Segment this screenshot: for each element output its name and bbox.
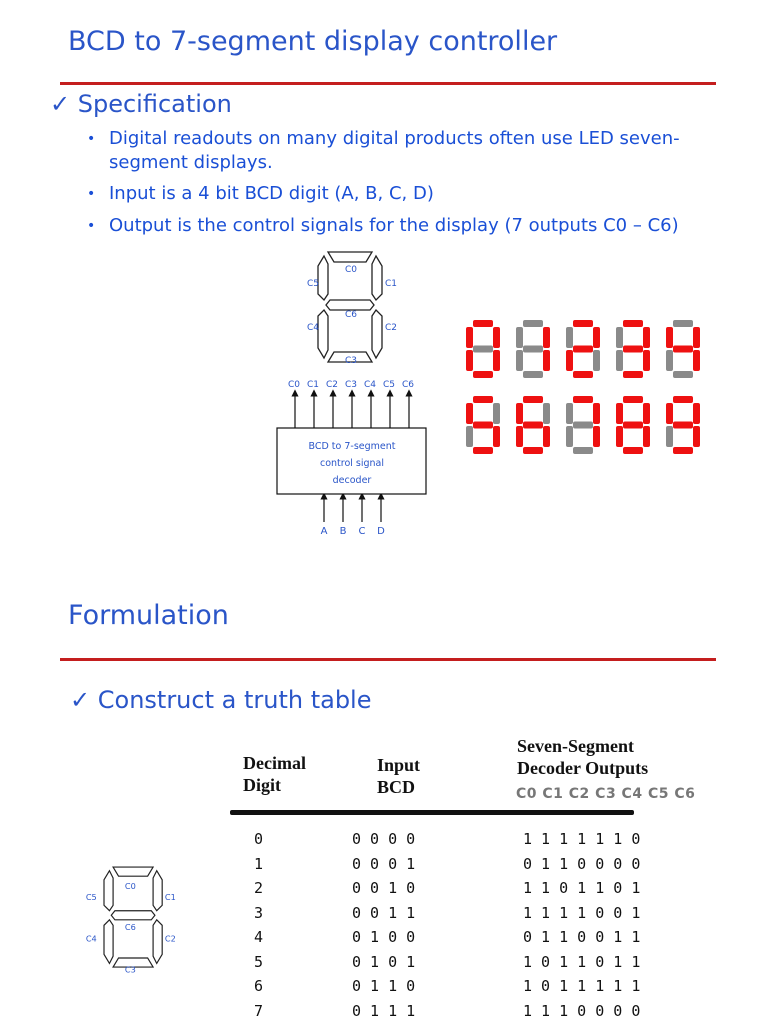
digit-0-segment-c3 <box>473 371 493 378</box>
digit-3-segment-c6 <box>623 346 643 353</box>
digit-7-segment-c3 <box>573 447 593 454</box>
segment-c2 <box>153 920 162 964</box>
bullet-3 <box>87 214 759 238</box>
out-label-c1: C1 <box>307 380 320 390</box>
table-cell-outputs: 1 1 1 0 0 0 0 <box>523 1001 641 1020</box>
segment-c0 <box>113 867 153 876</box>
header-input-line1: Input <box>377 755 421 775</box>
digit-6-segment-c0 <box>523 396 543 403</box>
digit-9-segment-c5 <box>666 403 673 424</box>
slide1-title-rule <box>60 82 716 85</box>
header-decimal-line2: Digit <box>243 775 281 795</box>
digit-3-segment-c3 <box>623 371 643 378</box>
digit-1-segment-c1 <box>543 327 550 348</box>
segment-c6 <box>111 911 155 920</box>
table-cell-digit: 0 <box>254 830 264 848</box>
table-cell-bcd: 0 1 0 1 <box>352 952 416 971</box>
seg-label-c3: C3 <box>124 964 136 975</box>
digit-3-segment-c4 <box>616 350 623 371</box>
digit-4-segment-c4 <box>666 350 673 371</box>
digit-9-segment-c6 <box>673 422 693 429</box>
slide2-title: Formulation <box>68 600 229 631</box>
digit-8-segment-c6 <box>623 422 643 429</box>
digit-6-segment-c5 <box>516 403 523 424</box>
segment-c5 <box>104 871 113 911</box>
digit-7-segment-c2 <box>593 426 600 447</box>
table-cell-bcd: 0 1 1 0 <box>352 977 416 995</box>
digit-4-segment-c2 <box>693 350 700 371</box>
in-label-c: C <box>358 526 366 537</box>
digit-0-segment-c5 <box>466 327 473 348</box>
seg-label-c0: C0 <box>124 880 136 891</box>
seg-label-c2: C2 <box>385 323 398 333</box>
header-input-line2: BCD <box>377 777 416 797</box>
digit-8-segment-c1 <box>643 403 650 424</box>
digit-6 <box>516 396 550 454</box>
bullet-dot-icon: • <box>87 186 96 202</box>
header-decoder-outputs <box>517 735 648 779</box>
table-cell-outputs: 1 1 0 1 1 0 1 <box>523 879 641 897</box>
truth-table-heading <box>70 686 372 714</box>
digit-8-segment-c0 <box>623 396 643 403</box>
digit-6-segment-c2 <box>543 426 550 447</box>
decoder-line-2: control signal <box>319 458 385 469</box>
digit-2-segment-c2 <box>593 350 600 371</box>
in-label-a: A <box>320 526 328 537</box>
seg-label-c4: C4 <box>307 323 320 333</box>
out-label-c0: C0 <box>288 380 301 390</box>
checkmark-icon: ✓ <box>50 90 71 118</box>
digit-9-segment-c1 <box>693 403 700 424</box>
digit-1-segment-c4 <box>516 350 523 371</box>
digit-8-segment-c3 <box>623 447 643 454</box>
digit-2-segment-c0 <box>573 320 593 327</box>
table-cell-outputs: 1 1 1 1 0 0 1 <box>523 903 641 922</box>
digit-1-segment-c0 <box>523 320 543 327</box>
seg-label-c1: C1 <box>164 891 176 902</box>
table-cell-bcd: 0 0 0 0 <box>352 830 416 848</box>
seg-label-c0: C0 <box>345 265 358 275</box>
digit-8-segment-c5 <box>616 403 623 424</box>
table-cell-digit: 4 <box>254 928 264 946</box>
slide2-title-rule <box>60 658 716 661</box>
digit-3-segment-c1 <box>643 327 650 348</box>
digit-0-segment-c4 <box>466 350 473 371</box>
table-cell-digit: 3 <box>254 903 264 922</box>
segment-c0 <box>328 252 372 262</box>
bullet-dot-icon: • <box>87 218 96 234</box>
segment-c6 <box>326 300 374 310</box>
slide1-title: BCD to 7-segment display controller <box>68 26 558 57</box>
segment-diagram-bottom <box>84 856 184 980</box>
digit-0-segment-c2 <box>493 350 500 371</box>
table-cell-digit: 6 <box>254 977 264 995</box>
digit-2 <box>566 320 600 378</box>
header-output-line1: Seven-Segment <box>517 736 634 756</box>
digit-7-segment-c5 <box>566 403 573 424</box>
specification-label: Specification <box>77 90 232 118</box>
digit-0 <box>466 320 500 378</box>
digit-8-segment-c2 <box>643 426 650 447</box>
table-cell-bcd: 0 0 1 0 <box>352 879 416 897</box>
digit-5-segment-c4 <box>466 426 473 447</box>
digit-5-segment-c3 <box>473 447 493 454</box>
digit-0-segment-c1 <box>493 327 500 348</box>
digit-2-segment-c5 <box>566 327 573 348</box>
digit-5-segment-c2 <box>493 426 500 447</box>
digit-8-segment-c4 <box>616 426 623 447</box>
digit-4-segment-c3 <box>673 371 693 378</box>
in-label-b: B <box>339 526 347 537</box>
digit-7-segment-c4 <box>566 426 573 447</box>
digit-3 <box>616 320 650 378</box>
digit-2-segment-c1 <box>593 327 600 348</box>
digit-3-segment-c5 <box>616 327 623 348</box>
digit-9-segment-c2 <box>693 426 700 447</box>
digit-5-segment-c1 <box>493 403 500 424</box>
digit-1-segment-c6 <box>523 346 543 353</box>
digit-5 <box>466 396 500 454</box>
digit-0-segment-c6 <box>473 346 493 353</box>
checkmark-icon: ✓ <box>70 686 91 714</box>
digit-1-segment-c5 <box>516 327 523 348</box>
seg-label-c2: C2 <box>164 933 176 944</box>
header-decimal-line1: Decimal <box>243 753 306 773</box>
header-output-line2: Decoder Outputs <box>517 758 649 778</box>
segment-c4 <box>104 920 113 964</box>
truth-table-label: Construct a truth table <box>97 686 372 714</box>
digit-2-segment-c4 <box>566 350 573 371</box>
table-header-rule <box>230 810 634 815</box>
bullet-2 <box>87 182 749 206</box>
digit-6-segment-c3 <box>523 447 543 454</box>
digit-5-segment-c0 <box>473 396 493 403</box>
bullet-1-text: Digital readouts on many digital products often use LED seven-segment displays. <box>109 128 680 173</box>
digit-7 <box>566 396 600 454</box>
digit-9-segment-c3 <box>673 447 693 454</box>
digit-4 <box>666 320 700 378</box>
digit-6-segment-c4 <box>516 426 523 447</box>
segment-c5 <box>318 256 328 300</box>
digit-2-segment-c6 <box>573 346 593 353</box>
table-cell-digit: 1 <box>254 854 264 873</box>
seg-label-c3: C3 <box>345 356 358 366</box>
table-cell-outputs: 1 0 1 1 0 1 1 <box>523 952 641 971</box>
digit-9-segment-c0 <box>673 396 693 403</box>
table-cell-outputs: 1 0 1 1 1 1 1 <box>523 977 641 995</box>
segment-c2 <box>372 310 382 358</box>
table-cell-bcd: 0 1 1 1 <box>352 1001 416 1020</box>
digit-9-segment-c4 <box>666 426 673 447</box>
digit-8 <box>616 396 650 454</box>
table-cell-digit: 7 <box>254 1001 264 1020</box>
output-subheader: C0 C1 C2 C3 C4 C5 C6 <box>516 786 696 802</box>
seg-label-c5: C5 <box>307 279 320 289</box>
decoder-diagram <box>272 376 432 540</box>
segment-c4 <box>318 310 328 358</box>
in-label-d: D <box>377 526 385 537</box>
digit-6-segment-c6 <box>523 422 543 429</box>
bullet-3-text: Output is the control signals for the display (7 outputs C0 – C6) <box>109 215 679 236</box>
digit-7-segment-c1 <box>593 403 600 424</box>
digit-4-segment-c5 <box>666 327 673 348</box>
seg-label-c4: C4 <box>85 933 97 944</box>
segment-c1 <box>153 871 162 911</box>
digit-4-segment-c1 <box>693 327 700 348</box>
digit-0-segment-c0 <box>473 320 493 327</box>
digit-7-segment-c0 <box>573 396 593 403</box>
digit-6-segment-c1 <box>543 403 550 424</box>
digit-1-segment-c3 <box>523 371 543 378</box>
bullet-dot-icon: • <box>87 131 96 147</box>
table-cell-bcd: 0 0 0 1 <box>352 854 416 873</box>
bullet-2-text: Input is a 4 bit BCD digit (A, B, C, D) <box>109 183 434 204</box>
seg-label-c6: C6 <box>124 921 136 932</box>
digit-3-segment-c0 <box>623 320 643 327</box>
digit-4-segment-c6 <box>673 346 693 353</box>
digit-5-segment-c5 <box>466 403 473 424</box>
seg-label-c1: C1 <box>385 279 398 289</box>
header-decimal-digit <box>243 752 306 796</box>
table-cell-bcd: 0 1 0 0 <box>352 928 416 946</box>
digit-1-segment-c2 <box>543 350 550 371</box>
table-cell-outputs: 0 1 1 0 0 1 1 <box>523 928 641 946</box>
table-cell-bcd: 0 0 1 1 <box>352 903 416 922</box>
table-cell-digit: 5 <box>254 952 264 971</box>
specification-heading <box>50 90 232 118</box>
digit-display-grid <box>462 316 712 458</box>
out-label-c4: C4 <box>364 380 377 390</box>
out-label-c2: C2 <box>326 380 339 390</box>
table-cell-outputs: 0 1 1 0 0 0 0 <box>523 854 641 873</box>
digit-7-segment-c6 <box>573 422 593 429</box>
segment-diagram-top <box>296 248 406 368</box>
digit-9 <box>666 396 700 454</box>
digit-3-segment-c2 <box>643 350 650 371</box>
digit-4-segment-c0 <box>673 320 693 327</box>
digit-5-segment-c6 <box>473 422 493 429</box>
segment-c1 <box>372 256 382 300</box>
seg-label-c5: C5 <box>85 891 97 902</box>
out-label-c3: C3 <box>345 380 358 390</box>
bullet-1 <box>87 127 749 175</box>
table-cell-digit: 2 <box>254 879 264 897</box>
header-input-bcd <box>377 754 420 798</box>
digit-1 <box>516 320 550 378</box>
decoder-line-1: BCD to 7-segment <box>308 441 396 452</box>
out-label-c5: C5 <box>383 380 396 390</box>
decoder-line-3: decoder <box>332 475 372 486</box>
seg-label-c6: C6 <box>345 310 358 320</box>
table-cell-outputs: 1 1 1 1 1 1 0 <box>523 830 641 848</box>
digit-2-segment-c3 <box>573 371 593 378</box>
out-label-c6: C6 <box>402 380 415 390</box>
